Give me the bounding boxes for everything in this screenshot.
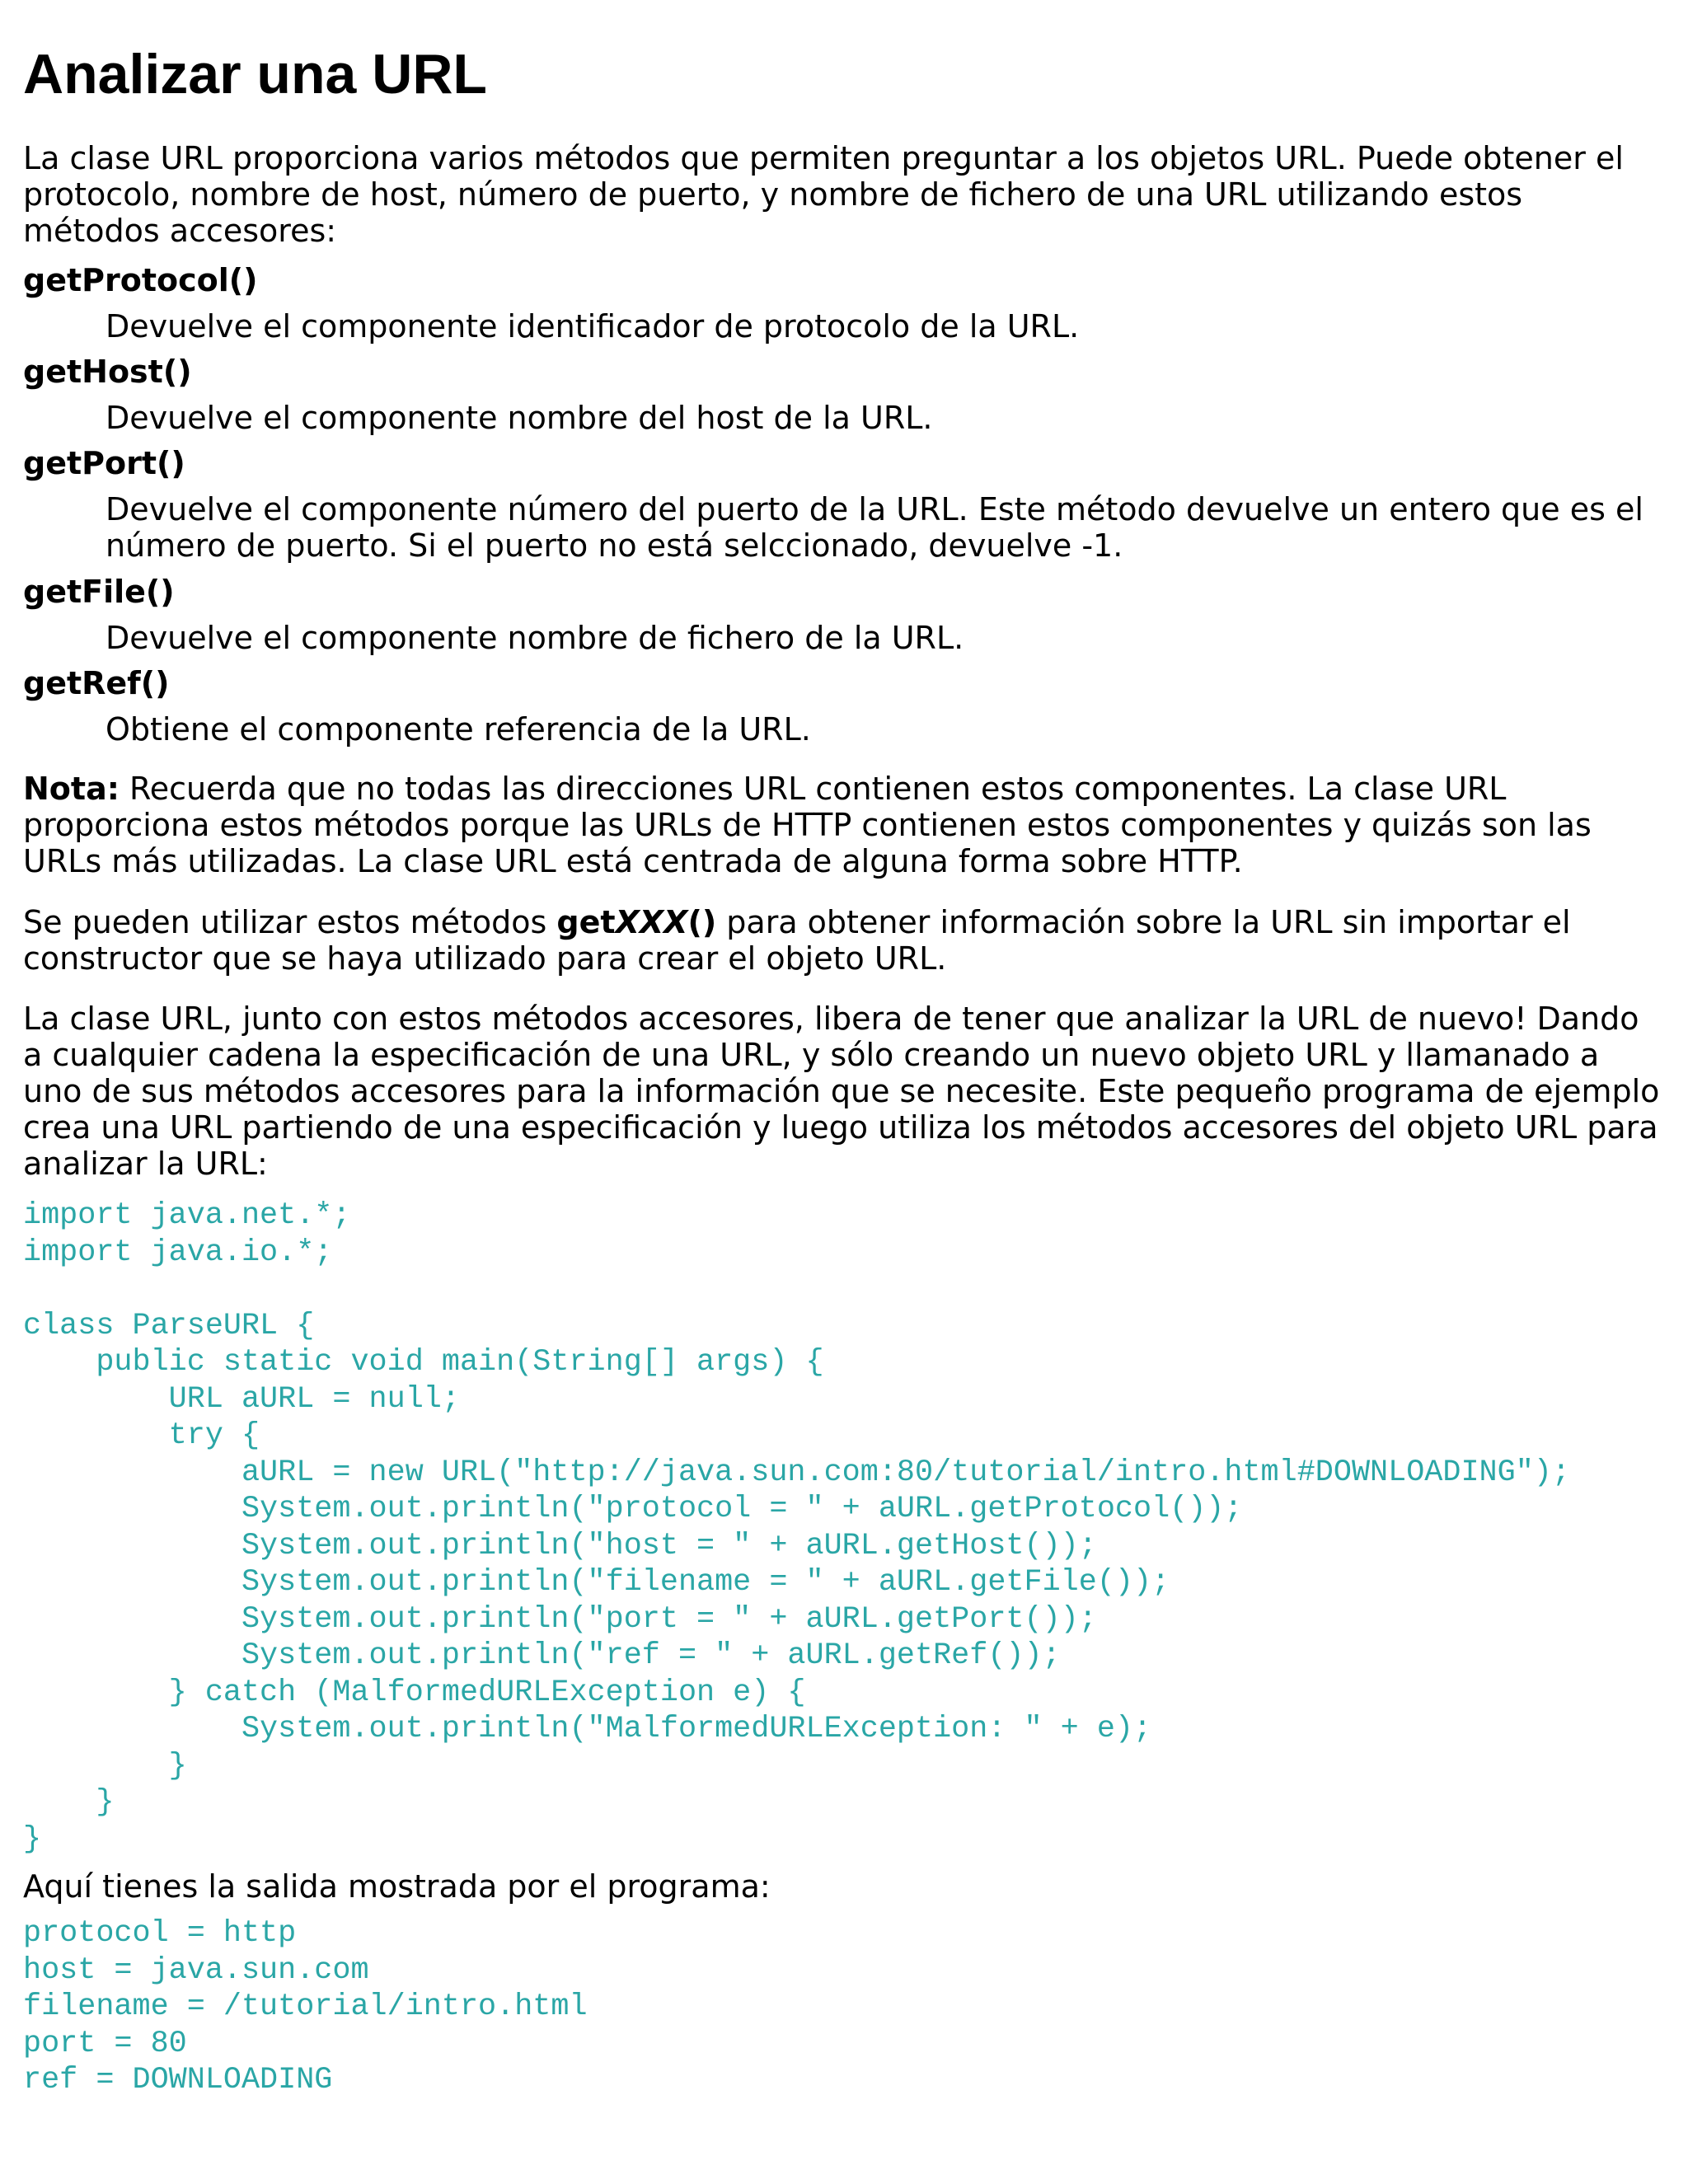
method-term-getref: getRef() [23,665,170,701]
note-label: Nota: [23,771,120,807]
method-term-getprotocol: getProtocol() [23,262,258,298]
method-desc-getport: Devuelve el componente número del puerto de la URL. Este método devuelve un entero que es el número de puerto. Si el puerto no está selccionado, devuelve -1. [106,491,1643,564]
method-desc-getfile: Devuelve el componente nombre de fichero de la URL. [106,620,964,656]
getxxx-code-get: get [556,904,616,940]
output-label: Aquí tienes la salida mostrada por el programa: [23,1868,771,1905]
method-term-gethost: getHost() [23,354,192,390]
program-output: protocol = http host = java.sun.com filename = /tutorial/intro.html port = 80 ref = DOWNLOADING [23,1916,588,2097]
method-desc-getref: Obtiene el componente referencia de la URL. [106,711,811,748]
note-paragraph [23,771,1665,879]
method-desc-gethost: Devuelve el componente nombre del host de la URL. [106,400,933,436]
getxxx-text-before: Se pueden utilizar estos métodos [23,904,557,940]
method-term-getport: getPort() [23,445,185,481]
intro-paragraph: La clase URL proporciona varios métodos que permiten preguntar a los objetos URL. Puede obtener el protocolo, nombre de host, número de puerto, y nombre de fichero de una URL utilizando estos métodos accesores: [23,140,1624,249]
getxxx-text-after: para obtener información sobre la URL sin importar el constructor que se haya utilizado para crear el objeto URL. [23,904,1571,977]
getxxx-code-xxx: XXX [615,904,688,940]
getxxx-code [556,904,716,940]
note-text: Recuerda que no todas las direcciones URL contienen estos componentes. La clase URL proporciona estos métodos porque las URLs de HTTP contienen estos componentes y quizás son las URLs más utilizadas. La clase URL está centrada de alguna forma sobre HTTP. [23,771,1592,879]
example-paragraph: La clase URL, junto con estos métodos accesores, libera de tener que analizar la URL de nuevo! Dando a cualquier cadena la especificación de una URL, y sólo creando un nuevo objeto URL y llamanado a uno de sus métodos accesores para la información que se necesite. Este pequeño programa de ejemplo crea una URL partiendo de una especificación y luego utiliza los métodos accesores del objeto URL para analizar la URL: [23,1001,1660,1182]
code-listing: import java.net.*; import java.io.*; class ParseURL { public static void main(String[] args) { URL aURL = null; try { aURL = new URL("http://java.sun.com:80/tutorial/intro.html#DOWNLOADING"); System.out.println("protocol = " + aURL.getProtocol()); System.out.println("host = " + aURL.getHost()); System.out.println("filename = " + aURL.getFile()); System.out.println("port = " + aURL.getPort()); System.out.println("ref = " + aURL.getRef()); } catch (MalformedURLException e) { System.out.println("MalformedURLException: " + e); } } } [23,1198,1570,1857]
getxxx-paragraph [23,904,1665,977]
method-term-getfile: getFile() [23,574,175,610]
getxxx-code-parens: () [687,904,717,940]
method-desc-getprotocol: Devuelve el componente identificador de protocolo de la URL. [106,308,1080,344]
page-title: Analizar una URL [23,43,487,105]
